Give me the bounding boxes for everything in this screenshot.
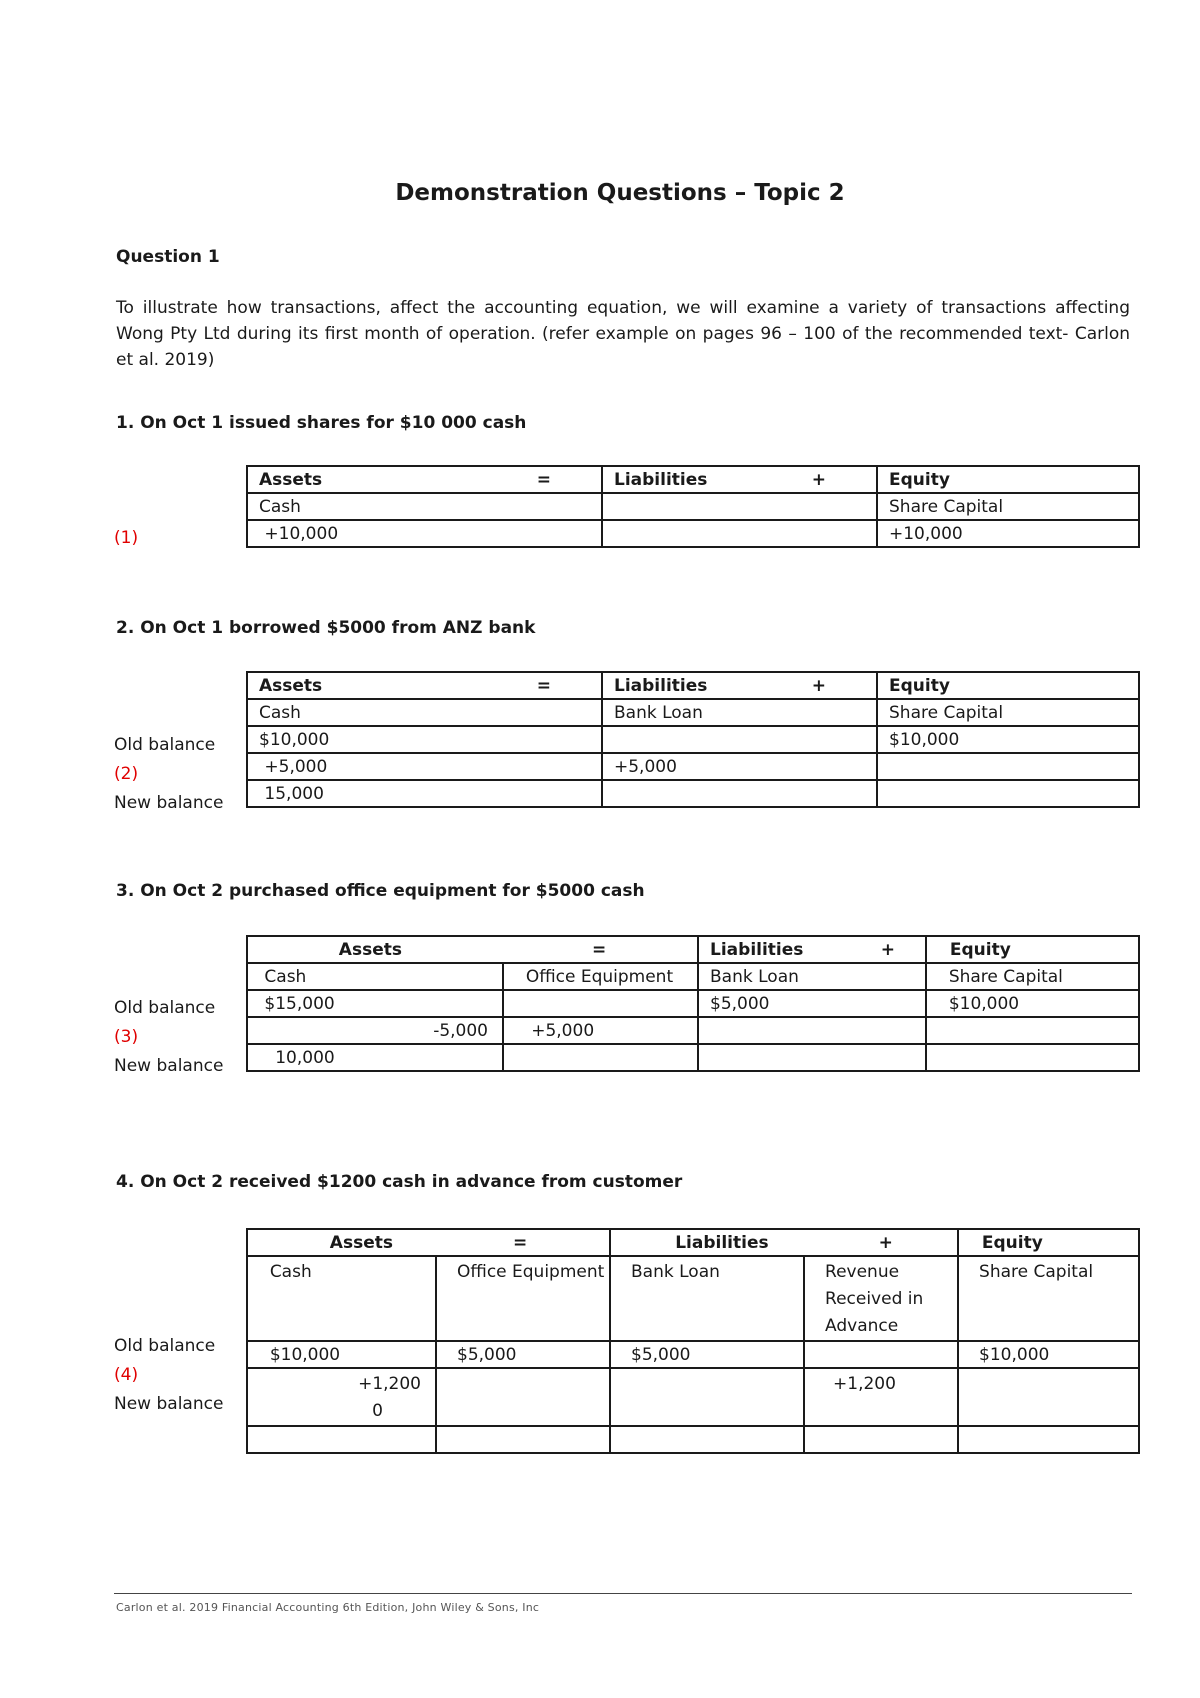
q2-change-loan: +5,000 (602, 753, 877, 780)
q2-old-balance-label: Old balance (114, 735, 216, 755)
q3-change-loan (698, 1017, 926, 1044)
q4-old-revenue (804, 1341, 958, 1368)
q4-col-revenue-received: Revenue Received in Advance (804, 1256, 958, 1341)
footer-divider (114, 1593, 1132, 1594)
q1-table (246, 465, 1140, 548)
q3-new-equity (926, 1044, 1139, 1071)
q3-equity-header: Equity (926, 936, 1139, 963)
q3-liabilities-header: Liabilities + (698, 936, 926, 963)
q2-change-cash: +5,000 (247, 753, 602, 780)
q4-old-cash: $10,000 (247, 1341, 436, 1368)
q4-liabilities-header: Liabilities + (610, 1229, 958, 1256)
q1-col-cash: Cash (247, 493, 602, 520)
q2-col-bank-loan: Bank Loan (602, 699, 877, 726)
q3-col-cash: Cash (247, 963, 503, 990)
q3-new-equipment (503, 1044, 698, 1071)
q3-old-loan: $5,000 (698, 990, 926, 1017)
q4-change-equity (958, 1368, 1139, 1426)
q4-heading: 4. On Oct 2 received $1200 cash in advance from customer (116, 1172, 683, 1192)
q4-old-loan: $5,000 (610, 1341, 804, 1368)
q3-new-loan (698, 1044, 926, 1071)
intro-paragraph: To illustrate how transactions, affect the accounting equation, we will examine a variety of transactions affecting Wong Pty Ltd during its first month of operation. (refer example on pages 96 – 100 of the recommended text- Carlon et al. 2019) (116, 298, 1130, 370)
q3-new-balance-label: New balance (114, 1056, 224, 1076)
q3-change-equipment: +5,000 (503, 1017, 698, 1044)
q4-equity-header: Equity (958, 1229, 1139, 1256)
q2-old-cash: $10,000 (247, 726, 602, 753)
q4-col-office-equipment: Office Equipment (436, 1256, 610, 1341)
q1-equity-change: +10,000 (877, 520, 1139, 547)
q4-marker: (4) (114, 1365, 139, 1385)
q3-change-equity (926, 1017, 1139, 1044)
q1-marker: (1) (114, 528, 139, 548)
q4-old-balance-label: Old balance (114, 1336, 216, 1356)
q2-old-loan (602, 726, 877, 753)
q4-old-equity: $10,000 (958, 1341, 1139, 1368)
q3-heading: 3. On Oct 2 purchased office equipment for $5000 cash (116, 881, 645, 901)
page-title: Demonstration Questions – Topic 2 (395, 180, 845, 206)
q4-new-loan (610, 1426, 804, 1453)
q1-assets-header: Assets = (247, 466, 602, 493)
q2-new-loan (602, 780, 877, 807)
q1-equity-header: Equity (877, 466, 1139, 493)
q2-new-equity (877, 780, 1139, 807)
q2-marker: (2) (114, 764, 139, 784)
q1-col-empty (602, 493, 877, 520)
q2-table (246, 671, 1140, 808)
q2-assets-header: Assets = (247, 672, 602, 699)
q4-change-equipment (436, 1368, 610, 1426)
q4-new-equity (958, 1426, 1139, 1453)
q4-table (246, 1228, 1140, 1454)
q2-col-cash: Cash (247, 699, 602, 726)
q2-old-equity: $10,000 (877, 726, 1139, 753)
q3-marker: (3) (114, 1027, 139, 1047)
q3-col-bank-loan: Bank Loan (698, 963, 926, 990)
q4-col-cash: Cash (247, 1256, 436, 1341)
q4-change-cash: +1,200 0 (247, 1368, 436, 1426)
q3-table (246, 935, 1140, 1072)
q2-col-share-capital: Share Capital (877, 699, 1139, 726)
q2-change-equity (877, 753, 1139, 780)
q2-new-balance-label: New balance (114, 793, 224, 813)
q3-old-cash: $15,000 (247, 990, 503, 1017)
q4-col-share-capital: Share Capital (958, 1256, 1139, 1341)
q3-change-cash: -5,000 (247, 1017, 503, 1044)
q1-heading: 1. On Oct 1 issued shares for $10 000 cash (116, 413, 527, 433)
q4-new-revenue (804, 1426, 958, 1453)
q3-col-share-capital: Share Capital (926, 963, 1139, 990)
q4-new-cash (247, 1426, 436, 1453)
q4-change-revenue: +1,200 (804, 1368, 958, 1426)
q2-liabilities-header: Liabilities + (602, 672, 877, 699)
q1-cash-change: +10,000 (247, 520, 602, 547)
q3-old-equity: $10,000 (926, 990, 1139, 1017)
question-heading: Question 1 (116, 247, 220, 267)
q4-new-balance-label: New balance (114, 1394, 224, 1414)
q4-new-equipment (436, 1426, 610, 1453)
q2-heading: 2. On Oct 1 borrowed $5000 from ANZ bank (116, 618, 536, 638)
q4-col-bank-loan: Bank Loan (610, 1256, 804, 1341)
q1-liab-change (602, 520, 877, 547)
q2-equity-header: Equity (877, 672, 1139, 699)
q3-new-cash: 10,000 (247, 1044, 503, 1071)
q3-col-office-equipment: Office Equipment (503, 963, 698, 990)
q3-old-equipment (503, 990, 698, 1017)
q4-change-loan (610, 1368, 804, 1426)
q1-liabilities-header: Liabilities + (602, 466, 877, 493)
q4-assets-header: Assets = (247, 1229, 610, 1256)
q1-col-share-capital: Share Capital (877, 493, 1139, 520)
q3-old-balance-label: Old balance (114, 998, 216, 1018)
footer-citation: Carlon et al. 2019 Financial Accounting 6th Edition, John Wiley & Sons, Inc (116, 1601, 540, 1614)
q2-new-cash: 15,000 (247, 780, 602, 807)
q3-assets-header: Assets = (247, 936, 698, 963)
q4-old-equipment: $5,000 (436, 1341, 610, 1368)
